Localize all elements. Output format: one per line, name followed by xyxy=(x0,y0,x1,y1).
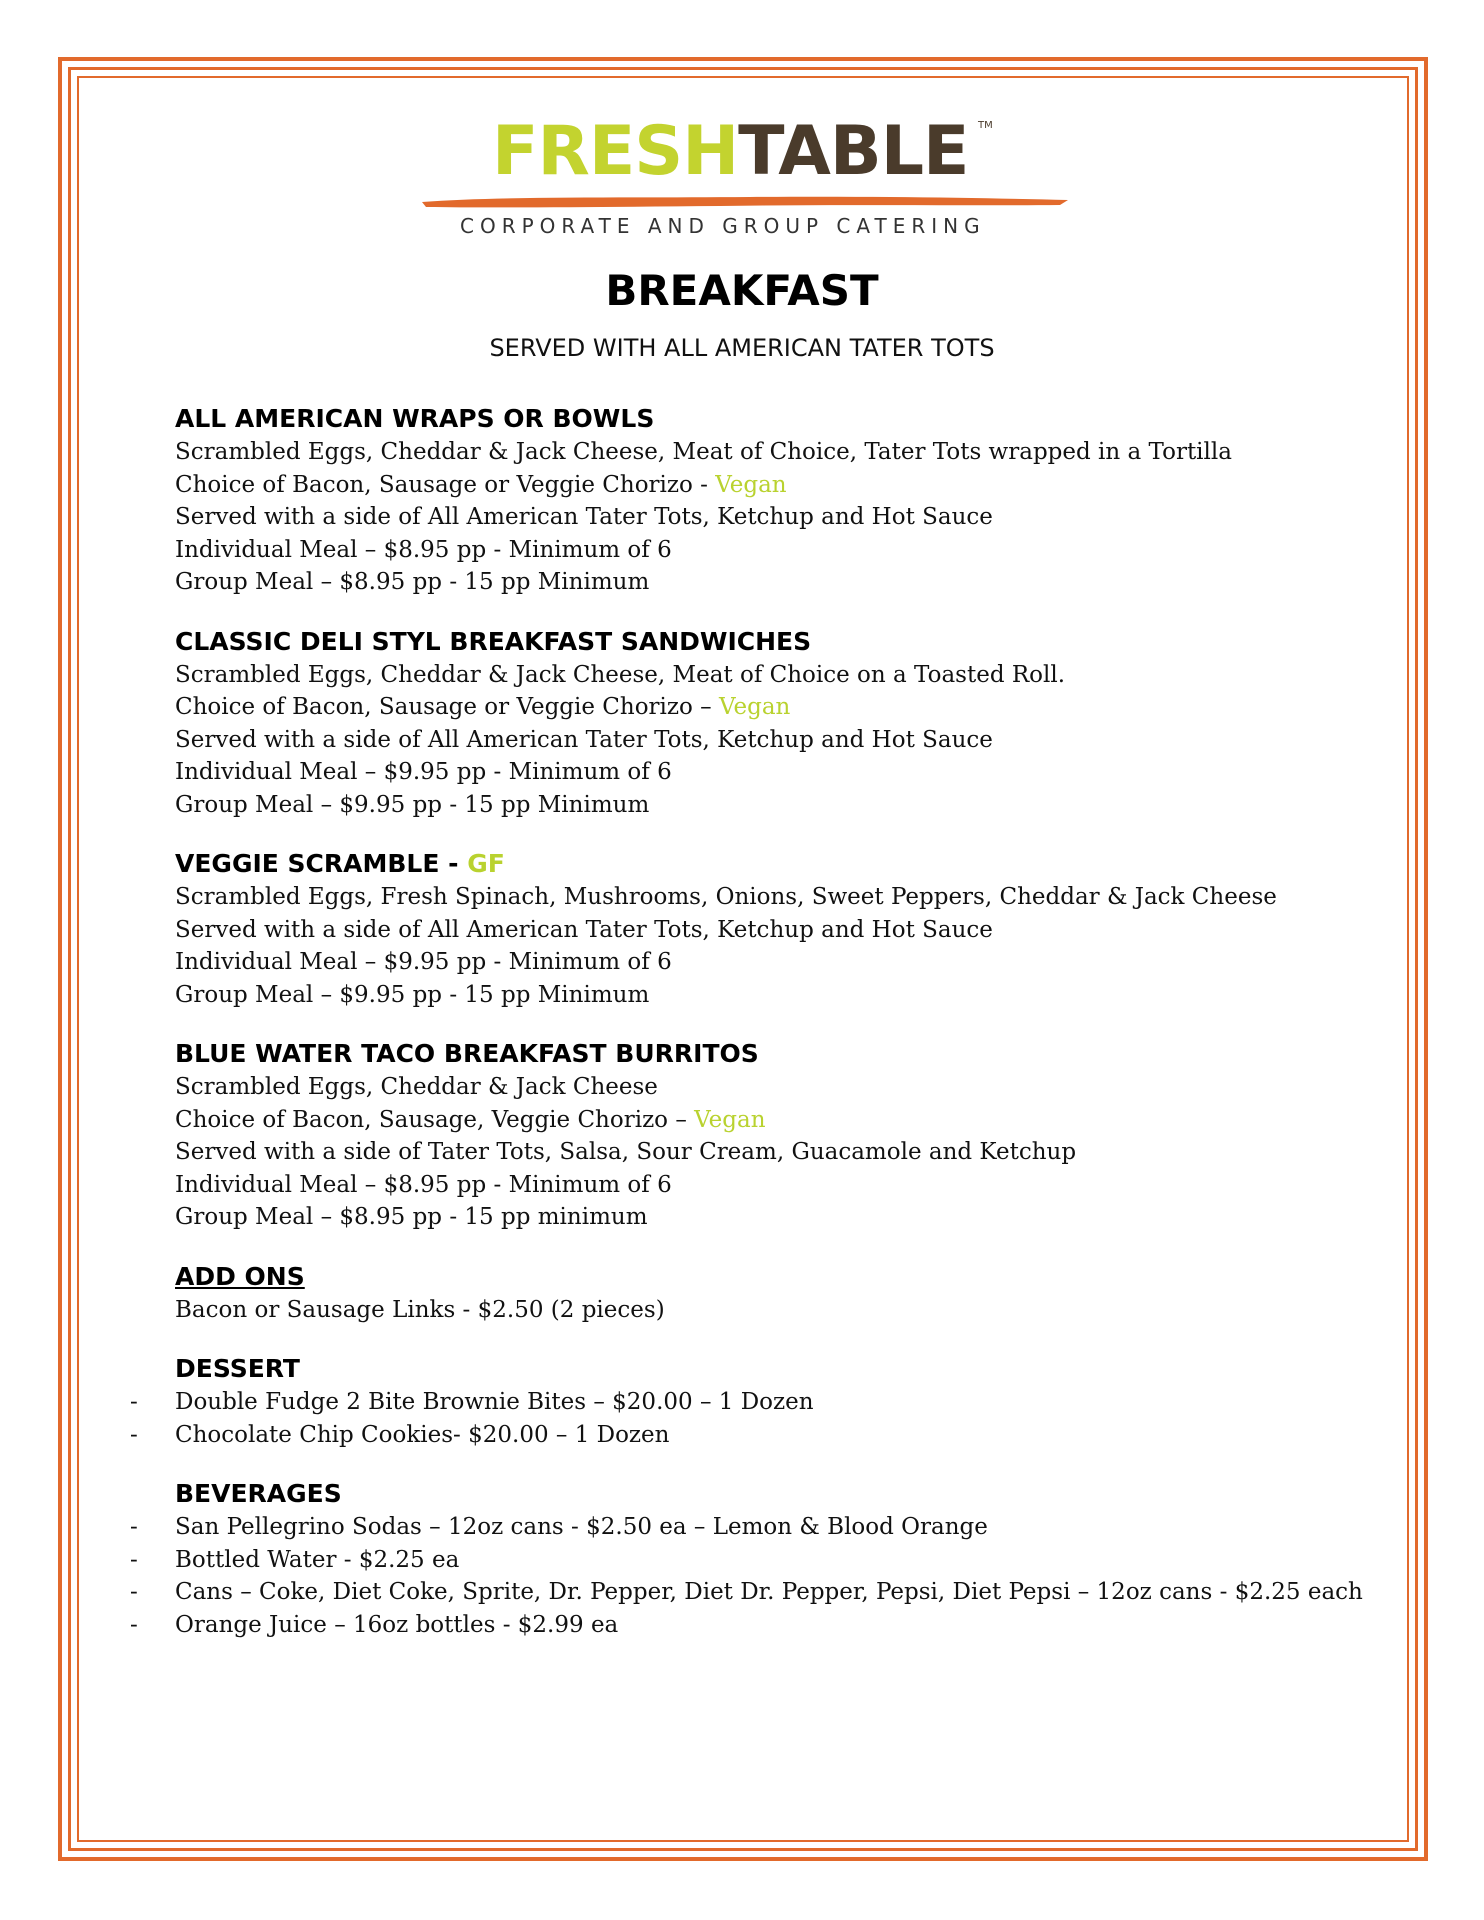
list-item-text: San Pellegrino Sodas – 12oz cans - $2.50 ea – Lemon & Blood Orange xyxy=(175,1514,988,1540)
menu-line: Scrambled Eggs, Fresh Spinach, Mushrooms, Onions, Sweet Peppers, Cheddar & Jack Cheese xyxy=(175,884,1277,910)
menu-line: Served with a side of All American Tater Tots, Ketchup and Hot Sauce xyxy=(175,916,993,943)
vegan-tag: Vegan xyxy=(719,694,791,720)
list-item-text: Chocolate Chip Cookies- $20.00 – 1 Dozen xyxy=(175,1421,670,1448)
menu-line: Scrambled Eggs, Cheddar & Jack Cheese, Meat of Choice, Tater Tots wrapped in a Tortilla xyxy=(175,439,1232,465)
menu-content xyxy=(130,402,1395,1667)
section-heading xyxy=(175,847,1395,881)
page-title: BREAKFAST xyxy=(605,266,879,315)
menu-line: Group Meal – $9.95 pp - 15 pp Minimum xyxy=(175,981,650,1008)
bullet-dash: - xyxy=(130,1421,138,1448)
section-add-ons xyxy=(175,1260,1395,1327)
section-dessert xyxy=(130,1352,1395,1451)
page-subtitle: SERVED WITH ALL AMERICAN TATER TOTS xyxy=(489,334,995,362)
menu-line-text: Choice of Bacon, Sausage, Veggie Chorizo – xyxy=(175,1106,695,1133)
menu-line: Individual Meal – $9.95 pp - Minimum of 6 xyxy=(175,949,672,975)
logo-tagline: CORPORATE AND GROUP CATERING xyxy=(460,214,986,238)
list-item-text: Bottled Water - $2.25 ea xyxy=(175,1546,460,1573)
bullet-dash: - xyxy=(130,1514,138,1540)
menu-line xyxy=(175,1104,1395,1137)
freshtable-logo xyxy=(420,112,1080,242)
menu-line: Group Meal – $8.95 pp - 15 pp Minimum xyxy=(175,569,650,595)
menu-line: Served with a side of Tater Tots, Salsa, Sour Cream, Guacamole and Ketchup xyxy=(175,1139,1077,1165)
list-item xyxy=(130,1544,1395,1577)
bullet-dash: - xyxy=(130,1389,138,1415)
list-item-text: Cans – Coke, Diet Coke, Sprite, Dr. Pepper, Diet Dr. Pepper, Pepsi, Diet Pepsi – 12oz cans - $2.25 each xyxy=(175,1579,1363,1605)
menu-line-text: Choice of Bacon, Sausage or Veggie Chorizo – xyxy=(175,694,719,720)
section-heading: CLASSIC DELI STYL BREAKFAST SANDWICHES xyxy=(175,626,812,656)
menu-line: Group Meal – $9.95 pp - 15 pp Minimum xyxy=(175,791,650,818)
section-heading xyxy=(175,1260,1395,1294)
menu-line xyxy=(175,469,1395,502)
section-heading-text: ADD ONS xyxy=(175,1261,305,1291)
section-heading-text: VEGGIE SCRAMBLE - xyxy=(175,849,468,878)
bullet-dash: - xyxy=(130,1546,138,1573)
list-item-text: Double Fudge 2 Bite Brownie Bites – $20.00 – 1 Dozen xyxy=(175,1389,814,1415)
menu-line: Served with a side of All American Tater Tots, Ketchup and Hot Sauce xyxy=(175,726,993,753)
section-veggie-scramble xyxy=(175,847,1395,1011)
vegan-tag: Vegan xyxy=(715,471,787,498)
list-item xyxy=(130,1576,1395,1609)
vegan-tag: Vegan xyxy=(694,1106,766,1133)
bullet-dash: - xyxy=(130,1611,138,1638)
menu-line: Served with a side of All American Tater Tots, Ketchup and Hot Sauce xyxy=(175,504,993,530)
list-item-text: Orange Juice – 16oz bottles - $2.99 ea xyxy=(175,1611,619,1638)
menu-line: Scrambled Eggs, Cheddar & Jack Cheese xyxy=(175,1074,658,1100)
section-heading: ALL AMERICAN WRAPS OR BOWLS xyxy=(175,404,655,433)
section-sandwiches xyxy=(175,625,1395,822)
section-burritos xyxy=(175,1037,1395,1234)
logo-wordmark xyxy=(492,112,969,191)
menu-line: Individual Meal – $9.95 pp - Minimum of 6 xyxy=(175,759,672,785)
menu-line: Individual Meal – $8.95 pp - Minimum of 6 xyxy=(175,1171,672,1198)
list-item xyxy=(130,1419,1395,1452)
menu-line: Individual Meal – $8.95 pp - Minimum of 6 xyxy=(175,536,672,563)
section-heading: BEVERAGES xyxy=(175,1479,342,1508)
section-wraps xyxy=(175,402,1395,599)
bullet-dash: - xyxy=(130,1579,138,1605)
menu-line xyxy=(175,691,1395,724)
logo-fresh: FRESH xyxy=(492,112,739,191)
list-item xyxy=(130,1511,1395,1544)
section-heading: BLUE WATER TACO BREAKFAST BURRITOS xyxy=(175,1039,759,1068)
logo-brush-stroke xyxy=(420,192,1070,210)
list-item xyxy=(130,1609,1395,1642)
menu-line: Scrambled Eggs, Cheddar & Jack Cheese, Meat of Choice on a Toasted Roll. xyxy=(175,661,1066,688)
gf-tag: GF xyxy=(467,849,505,878)
menu-line: Group Meal – $8.95 pp - 15 pp minimum xyxy=(175,1204,648,1230)
menu-line: Bacon or Sausage Links - $2.50 (2 pieces) xyxy=(175,1296,665,1323)
list-item xyxy=(130,1386,1395,1419)
section-heading: DESSERT xyxy=(175,1354,300,1383)
logo-trademark: TM xyxy=(978,120,993,131)
menu-line-text: Choice of Bacon, Sausage or Veggie Chorizo - xyxy=(175,471,716,498)
section-beverages xyxy=(130,1477,1395,1641)
logo-table: TABLE xyxy=(738,112,969,191)
